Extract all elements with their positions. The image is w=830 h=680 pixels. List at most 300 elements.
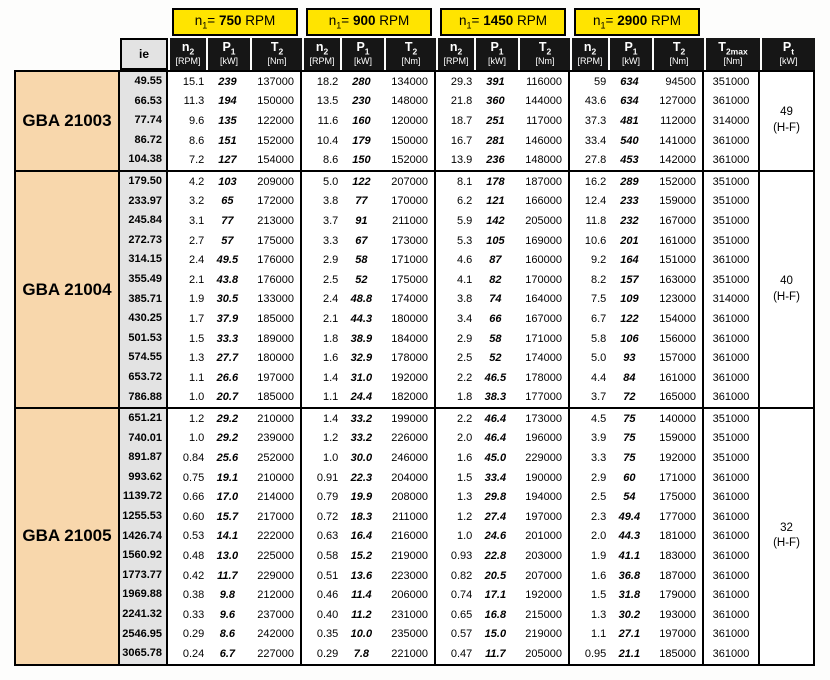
- n2-value: 13.9: [450, 154, 473, 167]
- col-header-n2-block3-symbol: $n_2$: [449, 40, 463, 57]
- p1-value: 121: [486, 195, 505, 208]
- t2-value: 142000: [659, 154, 696, 167]
- n2-value: 0.38: [182, 589, 205, 602]
- data-row: [168, 172, 300, 192]
- n2-value: 1.8: [322, 332, 339, 345]
- p1-value: 230: [352, 95, 371, 108]
- data-row: [168, 429, 300, 449]
- data-row: [168, 585, 300, 605]
- t2-value: 180000: [391, 312, 428, 325]
- speed-block-900: [300, 70, 436, 172]
- data-row: [302, 507, 434, 527]
- data-row: [436, 625, 568, 645]
- t2max-value: 361000: [712, 608, 750, 621]
- t2-value: 193000: [659, 608, 696, 621]
- column-header-row: [14, 38, 830, 70]
- group-row-gba-21004: [14, 170, 830, 409]
- p1-value: 9.8: [219, 589, 236, 602]
- col-header-t2-block2-unit: [Nm]: [401, 55, 421, 66]
- t2-value: 187000: [659, 569, 696, 582]
- speed-subscript: 1: [336, 20, 342, 31]
- data-row: [570, 290, 702, 310]
- n2-value: 0.91: [316, 471, 339, 484]
- header-spacer: [14, 38, 120, 70]
- n2-value: 0.93: [450, 550, 473, 563]
- p1-value: 22.8: [484, 550, 507, 563]
- n2-value: 3.4: [456, 312, 473, 325]
- group-label: GBA 21005: [14, 407, 120, 666]
- p1-value: 29.2: [216, 432, 239, 445]
- t2-value: 157000: [659, 352, 696, 365]
- col-header-t2-block1-subscript: 2: [278, 46, 284, 57]
- t2max-column: [702, 170, 760, 409]
- n2-value: 1.0: [456, 530, 473, 543]
- t2max-value: 361000: [712, 628, 750, 641]
- col-header-n2-block1-unit: [RPM]: [175, 55, 201, 66]
- col-header-t2-block3-subscript: 2: [546, 46, 552, 57]
- p1-value: 127: [218, 154, 237, 167]
- n2-value: 3.1: [188, 214, 205, 227]
- p1-value: 75: [623, 452, 636, 465]
- data-row: [570, 546, 702, 566]
- pt-column: [758, 170, 815, 409]
- t2-value: 205000: [525, 214, 562, 227]
- n2-value: 27.8: [584, 154, 607, 167]
- data-row: [570, 625, 702, 645]
- data-row: [302, 72, 434, 92]
- n2-value: 2.2: [456, 412, 473, 425]
- p1-value: 17.1: [484, 589, 507, 602]
- p1-value: 27.7: [216, 352, 239, 365]
- data-row: [302, 546, 434, 566]
- data-row: [302, 270, 434, 290]
- col-header-p1-block2-subscript: 1: [364, 46, 370, 57]
- speed-banner-900: [306, 8, 432, 36]
- col-header-t2-block4-subscript: 2: [680, 46, 686, 57]
- col-header-t2-block1-symbol: $T_2$: [270, 40, 284, 57]
- data-row: [168, 131, 300, 151]
- n2-value: 3.7: [590, 391, 607, 404]
- t2-value: 175000: [391, 273, 428, 286]
- n2-value: 1.0: [188, 391, 205, 404]
- n2-value: 7.2: [188, 154, 205, 167]
- data-row: [570, 368, 702, 388]
- t2-value: 174000: [525, 352, 562, 365]
- p1-value: 11.4: [351, 589, 372, 602]
- ie-value: 49.55: [134, 75, 162, 87]
- col-header-n2-block3-unit: [RPM]: [443, 55, 469, 66]
- col-header-t2-block2-symbol: $T_2$: [404, 40, 418, 57]
- data-row: [570, 150, 702, 170]
- n2-value: 4.2: [188, 175, 205, 188]
- n2-value: 3.3: [322, 234, 339, 247]
- n2-value: 1.5: [590, 589, 607, 602]
- t2-value: 206000: [391, 589, 428, 602]
- n2-value: 0.57: [450, 628, 473, 641]
- p1-value: 157: [620, 273, 639, 286]
- n2-value: 7.5: [590, 293, 607, 306]
- n2-value: 0.51: [316, 569, 339, 582]
- t2-value: 252000: [257, 452, 294, 465]
- speed-block-900: [300, 407, 436, 666]
- p1-value: 46.4: [484, 432, 507, 445]
- t2-value: 208000: [391, 491, 428, 504]
- n2-value: 6.7: [590, 312, 607, 325]
- n2-value: 3.2: [188, 195, 205, 208]
- t2max-value: 351000: [712, 412, 750, 425]
- ie-value: 2241.32: [122, 608, 162, 621]
- t2-value: 152000: [257, 134, 294, 147]
- p1-value: 151: [218, 134, 237, 147]
- ie-value: 574.55: [128, 351, 162, 364]
- p1-value: 33.4: [484, 471, 507, 484]
- p1-value: 29.2: [216, 412, 239, 425]
- col-header-n2-block4: [572, 38, 608, 70]
- data-row: [302, 150, 434, 170]
- t2-value: 196000: [525, 432, 562, 445]
- p1-value: 46.5: [484, 371, 507, 384]
- ie-value: 86.72: [134, 133, 162, 146]
- p1-value: 251: [486, 114, 505, 127]
- n2-value: 11.8: [585, 214, 607, 227]
- t2max-value: 361000: [712, 491, 750, 504]
- p1-value: 77: [221, 214, 234, 227]
- data-row: [436, 192, 568, 212]
- p1-value: 25.6: [216, 452, 239, 465]
- t2max-value: 361000: [712, 550, 750, 563]
- n2-value: 4.5: [590, 412, 607, 425]
- t2-value: 205000: [525, 648, 562, 661]
- p1-value: 91: [355, 214, 368, 227]
- t2max-value: 361000: [712, 154, 750, 167]
- data-row: [168, 605, 300, 625]
- t2max-column: [702, 407, 760, 666]
- col-header-t2max-unit: [Nm]: [723, 55, 743, 66]
- ie-value: 77.74: [134, 114, 162, 127]
- p1-value: 75: [623, 432, 636, 445]
- col-header-p1-block1-subscript: 1: [230, 46, 236, 57]
- t2-value: 167000: [659, 214, 696, 227]
- t2-value: 210000: [257, 412, 294, 425]
- p1-value: 52: [355, 273, 368, 286]
- t2-value: 239000: [257, 432, 294, 445]
- t2-value: 159000: [659, 432, 696, 445]
- data-row: [168, 409, 300, 429]
- p1-value: 36.8: [618, 569, 641, 582]
- p1-value: 77: [355, 195, 368, 208]
- ie-value: 651.21: [128, 412, 162, 425]
- n2-value: 1.3: [590, 608, 607, 621]
- n2-value: 0.63: [316, 530, 339, 543]
- data-row: [436, 329, 568, 349]
- col-header-p1-block1: [208, 38, 250, 70]
- p1-value: 30.5: [216, 293, 239, 306]
- p1-value: 49.4: [618, 510, 641, 523]
- t2-value: 161000: [659, 234, 696, 247]
- t2-value: 213000: [257, 214, 294, 227]
- p1-value: 164: [620, 254, 639, 267]
- n2-value: 3.8: [456, 293, 473, 306]
- p1-value: 33.3: [216, 332, 239, 345]
- t2-value: 150000: [257, 95, 294, 108]
- n2-value: 10.6: [584, 234, 607, 247]
- p1-value: 280: [352, 75, 371, 88]
- col-header-p1-block4: [610, 38, 652, 70]
- ie-value: 1139.72: [122, 490, 162, 503]
- n2-value: 9.2: [590, 254, 607, 267]
- data-row: [168, 546, 300, 566]
- data-row: [168, 309, 300, 329]
- data-row: [168, 507, 300, 527]
- p1-value: 16.4: [350, 530, 373, 543]
- t2-value: 190000: [525, 471, 562, 484]
- data-row: [168, 329, 300, 349]
- data-row: [302, 429, 434, 449]
- t2-value: 164000: [525, 293, 562, 306]
- t2-value: 163000: [659, 273, 696, 286]
- p1-value: 17.0: [216, 491, 239, 504]
- speed-block-750: [166, 70, 302, 172]
- t2-value: 209000: [257, 175, 294, 188]
- p1-value: 360: [486, 95, 505, 108]
- t2-value: 246000: [391, 452, 428, 465]
- t2-value: 184000: [391, 332, 428, 345]
- col-header-t2-block4-unit: [Nm]: [669, 55, 689, 66]
- col-header-p1-block3-subscript: 1: [498, 46, 504, 57]
- data-row: [570, 566, 702, 586]
- p1-value: 54: [623, 491, 636, 504]
- t2-value: 150000: [391, 134, 428, 147]
- data-row: [570, 429, 702, 449]
- p1-value: 33.2: [350, 432, 373, 445]
- t2-value: 207000: [525, 569, 562, 582]
- t2-value: 212000: [257, 589, 294, 602]
- ie-value: 233.97: [128, 194, 162, 207]
- data-row: [570, 487, 702, 507]
- ie-column: [118, 70, 168, 172]
- data-row: [436, 429, 568, 449]
- col-header-n2-block1: [170, 38, 206, 70]
- n2-value: 3.3: [590, 452, 607, 465]
- t2-value: 181000: [659, 530, 696, 543]
- p1-value: 453: [620, 154, 639, 167]
- n2-value: 1.9: [188, 293, 205, 306]
- t2-value: 226000: [391, 432, 428, 445]
- t2-value: 222000: [257, 530, 294, 543]
- p1-value: 481: [620, 114, 639, 127]
- col-header-n2-block1-subscript: 2: [189, 46, 195, 57]
- p1-value: 391: [486, 75, 505, 88]
- col-header-n2-block2-unit: [RPM]: [309, 55, 335, 66]
- data-row: [302, 448, 434, 468]
- p1-value: 106: [620, 332, 639, 345]
- col-header-pt-symbol: $P_t$: [782, 40, 795, 57]
- data-row: [570, 388, 702, 408]
- data-row: [570, 507, 702, 527]
- speed-value: 1450: [483, 13, 514, 29]
- data-row: [436, 72, 568, 92]
- p1-value: 44.3: [350, 312, 373, 325]
- n2-value: 2.0: [456, 432, 473, 445]
- data-row: [570, 448, 702, 468]
- p1-value: 150: [352, 154, 371, 167]
- col-header-t2max: [706, 38, 760, 70]
- t2-value: 177000: [525, 391, 562, 404]
- t2-value: 217000: [257, 510, 294, 523]
- t2-value: 235000: [391, 628, 428, 641]
- t2-value: 185000: [257, 312, 294, 325]
- ie-column: [118, 407, 168, 666]
- p1-value: 21.1: [618, 648, 641, 661]
- p1-value: 13.6: [350, 569, 373, 582]
- t2-value: 214000: [257, 491, 294, 504]
- t2-value: 189000: [257, 332, 294, 345]
- t2-value: 175000: [659, 491, 696, 504]
- n2-value: 1.0: [322, 452, 339, 465]
- p1-value: 634: [620, 95, 639, 108]
- n2-value: 2.5: [456, 352, 473, 365]
- data-row: [570, 92, 702, 112]
- data-row: [570, 270, 702, 290]
- t2-value: 183000: [659, 550, 696, 563]
- p1-value: 31.0: [350, 371, 373, 384]
- data-row: [302, 290, 434, 310]
- t2-value: 148000: [391, 95, 428, 108]
- t2-value: 194000: [525, 491, 562, 504]
- n2-value: 8.1: [456, 175, 473, 188]
- n2-value: 2.2: [456, 371, 473, 384]
- data-row: [168, 92, 300, 112]
- n2-value: 59: [594, 75, 607, 88]
- t2-value: 112000: [660, 114, 696, 127]
- ie-value: 501.53: [128, 331, 162, 344]
- n2-value: 15.1: [182, 75, 205, 88]
- data-row: [570, 348, 702, 368]
- n2-value: 0.53: [182, 530, 205, 543]
- t2-value: 223000: [391, 569, 428, 582]
- data-row: [436, 605, 568, 625]
- p1-value: 160: [352, 114, 371, 127]
- t2-value: 187000: [525, 175, 562, 188]
- p1-value: 84: [623, 371, 636, 384]
- p1-value: 20.5: [484, 569, 507, 582]
- p1-value: 60: [623, 471, 636, 484]
- data-row: [302, 566, 434, 586]
- ie-value: 179.50: [128, 174, 162, 187]
- n2-value: 0.48: [182, 550, 205, 563]
- p1-value: 11.7: [217, 569, 238, 582]
- p1-value: 30.0: [350, 452, 373, 465]
- data-row: [168, 250, 300, 270]
- t2-value: 165000: [659, 391, 696, 404]
- t2-value: 160000: [525, 254, 562, 267]
- col-header-p1-block2: [342, 38, 384, 70]
- speed-value: 2900: [617, 13, 648, 29]
- n2-value: 1.1: [322, 391, 339, 404]
- data-row: [570, 211, 702, 231]
- pt-value: 40: [780, 275, 793, 288]
- p1-value: 49.5: [216, 254, 239, 267]
- ie-value: 1426.74: [122, 529, 162, 542]
- speed-banner-750: [172, 8, 298, 36]
- t2max-column: [702, 70, 760, 172]
- ie-value: 891.87: [128, 451, 162, 464]
- t2-value: 178000: [391, 352, 428, 365]
- col-header-n2-block4-symbol: $n_2$: [583, 40, 597, 57]
- p1-value: 11.7: [485, 648, 506, 661]
- n2-value: 2.3: [590, 510, 607, 523]
- t2max-value: 361000: [712, 530, 750, 543]
- col-header-t2-block4: [654, 38, 704, 70]
- data-row: [168, 644, 300, 664]
- t2max-value: 361000: [712, 254, 750, 267]
- n2-value: 1.1: [590, 628, 607, 641]
- p1-value: 634: [620, 75, 639, 88]
- data-row: [302, 368, 434, 388]
- speed-banner-2900: [574, 8, 700, 36]
- n2-value: 4.6: [456, 254, 473, 267]
- t2-value: 242000: [257, 628, 294, 641]
- data-row: [302, 605, 434, 625]
- data-row: [436, 231, 568, 251]
- p1-value: 38.9: [350, 332, 373, 345]
- ie-value: 1969.88: [122, 588, 162, 601]
- speed-block-750: [166, 407, 302, 666]
- t2-value: 210000: [257, 471, 294, 484]
- n2-value: 0.33: [182, 608, 205, 621]
- t2-value: 219000: [391, 550, 428, 563]
- n2-value: 1.9: [590, 550, 607, 563]
- p1-value: 122: [620, 312, 639, 325]
- t2-value: 151000: [659, 254, 696, 267]
- t2-value: 152000: [659, 175, 696, 188]
- n2-value: 0.35: [316, 628, 339, 641]
- data-row: [436, 566, 568, 586]
- n2-value: 1.6: [456, 452, 473, 465]
- ie-column: [118, 170, 168, 409]
- n2-value: 1.4: [322, 371, 339, 384]
- data-row: [436, 111, 568, 131]
- speed-block-2900: [568, 170, 704, 409]
- t2-value: 203000: [525, 550, 562, 563]
- data-row: [302, 211, 434, 231]
- t2-value: 152000: [391, 154, 428, 167]
- data-row: [168, 192, 300, 212]
- t2max-value: 361000: [712, 648, 750, 661]
- t2-value: 122000: [257, 114, 294, 127]
- n2-value: 9.6: [188, 114, 205, 127]
- t2max-value: 361000: [712, 352, 750, 365]
- data-row: [302, 644, 434, 664]
- n2-value: 0.58: [316, 550, 339, 563]
- p1-value: 66: [489, 312, 502, 325]
- ie-value: 385.71: [128, 292, 162, 305]
- col-header-p1-block1-unit: [kW]: [220, 55, 238, 66]
- n2-value: 2.9: [322, 254, 339, 267]
- p1-value: 43.8: [216, 273, 239, 286]
- data-row: [168, 150, 300, 170]
- t2-value: 166000: [525, 195, 562, 208]
- t2max-value: 351000: [712, 452, 750, 465]
- t2-value: 211000: [392, 214, 428, 227]
- p1-value: 46.4: [484, 412, 507, 425]
- n2-value: 2.1: [322, 312, 339, 325]
- n2-value: 1.4: [322, 412, 339, 425]
- n2-value: 2.4: [188, 254, 205, 267]
- t2-value: 169000: [525, 234, 562, 247]
- t2max-value: 351000: [712, 75, 750, 88]
- n2-value: 0.29: [316, 648, 339, 661]
